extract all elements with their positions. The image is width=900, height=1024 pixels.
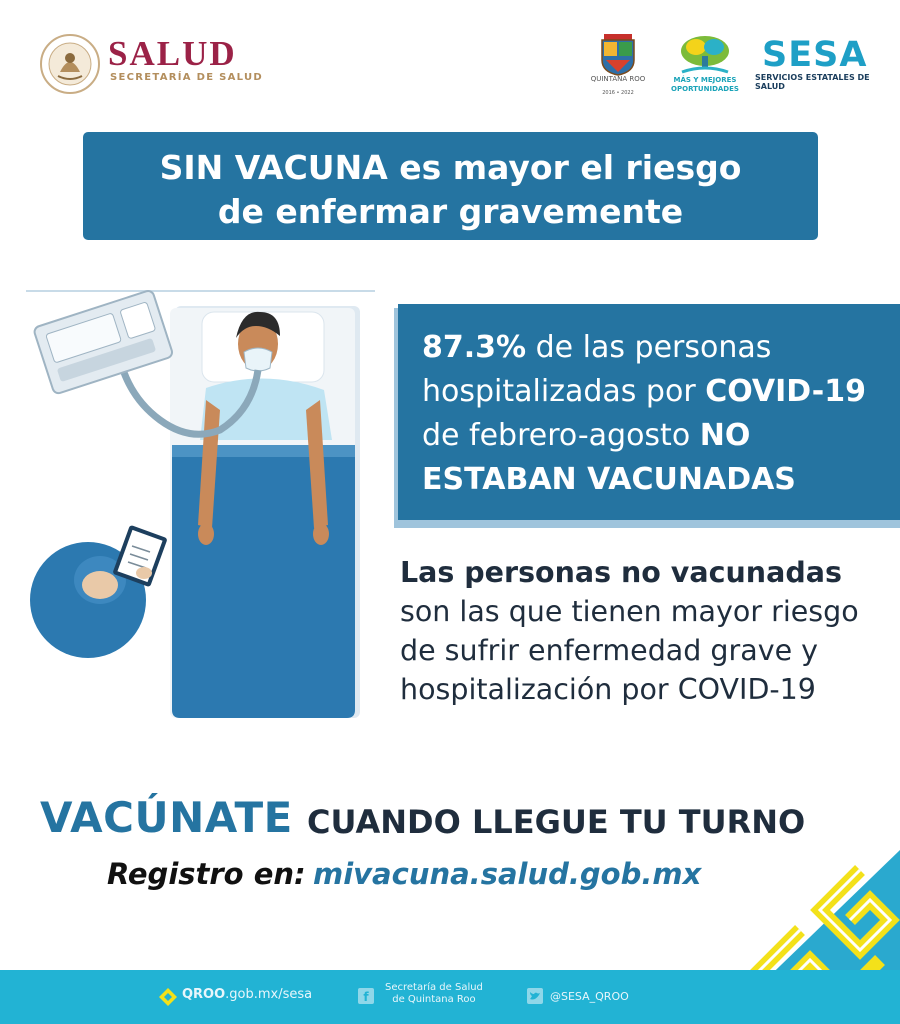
body-line-3: de sufrir enfermedad grave y bbox=[400, 634, 819, 667]
qroo-years: 2016 • 2022 bbox=[602, 90, 634, 96]
mexico-coat-of-arms-icon bbox=[38, 32, 102, 96]
mas-oportunidades-caption-1: MÁS Y MEJORES bbox=[673, 76, 737, 84]
hospital-patient-illustration bbox=[20, 280, 390, 730]
stat-percent: 87.3% bbox=[422, 330, 527, 365]
footer-site-link[interactable] bbox=[182, 987, 312, 1002]
facebook-icon[interactable]: f bbox=[358, 988, 374, 1004]
tree-logo-icon bbox=[678, 34, 732, 76]
footer-facebook-line-1: Secretaría de Salud bbox=[385, 982, 483, 993]
stat-box bbox=[398, 304, 900, 520]
registration-url-link[interactable]: mivacuna.salud.gob.mx bbox=[313, 857, 702, 891]
stat-line-2 bbox=[422, 374, 866, 409]
stat-line-3 bbox=[422, 418, 750, 453]
stat-line-4: ESTABAN VACUNADAS bbox=[422, 462, 796, 497]
registration-label: Registro en: bbox=[107, 857, 306, 891]
stat-line-2-text: hospitalizadas por bbox=[422, 374, 706, 409]
stat-covid-label: COVID-19 bbox=[705, 374, 866, 409]
qroo-caption: QUINTANA ROO bbox=[590, 75, 646, 83]
stat-line-3-text: de febrero-agosto bbox=[422, 418, 700, 453]
footer-facebook-line-2: de Quintana Roo bbox=[392, 994, 476, 1005]
qroo-logo-icon bbox=[157, 986, 179, 1008]
footer-site-bold: QROO bbox=[182, 987, 226, 1002]
title-line-1: SIN VACUNA es mayor el riesgo bbox=[159, 148, 742, 187]
stat-no-label: NO bbox=[699, 418, 751, 453]
body-bold-line: Las personas no vacunadas bbox=[400, 556, 842, 589]
twitter-icon[interactable] bbox=[527, 988, 543, 1004]
footer-facebook-link[interactable] bbox=[385, 982, 483, 1006]
sesa-logo-text: SESA bbox=[762, 35, 868, 75]
title-line-2: de enfermar gravemente bbox=[217, 192, 684, 231]
cta-vacunate: VACÚNATE bbox=[40, 793, 293, 842]
salud-logo-text: SALUD bbox=[108, 34, 237, 73]
footer-site-rest: .gob.mx/sesa bbox=[225, 987, 313, 1002]
quintana-roo-shield-icon bbox=[598, 32, 638, 76]
stat-line-1-rest: de las personas bbox=[526, 330, 772, 365]
body-line-4: hospitalización por COVID-19 bbox=[400, 673, 816, 706]
stat-line-1 bbox=[422, 330, 771, 365]
cta-rest: CUANDO LLEGUE TU TURNO bbox=[307, 803, 806, 841]
body-line-2: son las que tienen mayor riesgo bbox=[400, 595, 859, 628]
footer-twitter-handle[interactable]: @SESA_QROO bbox=[550, 990, 629, 1003]
title-banner bbox=[83, 132, 818, 240]
mas-oportunidades-caption-2: OPORTUNIDADES bbox=[671, 85, 739, 93]
salud-logo-subtitle: SECRETARÍA DE SALUD bbox=[110, 72, 264, 83]
sesa-subtitle: SERVICIOS ESTATALES DE SALUD bbox=[755, 73, 870, 91]
